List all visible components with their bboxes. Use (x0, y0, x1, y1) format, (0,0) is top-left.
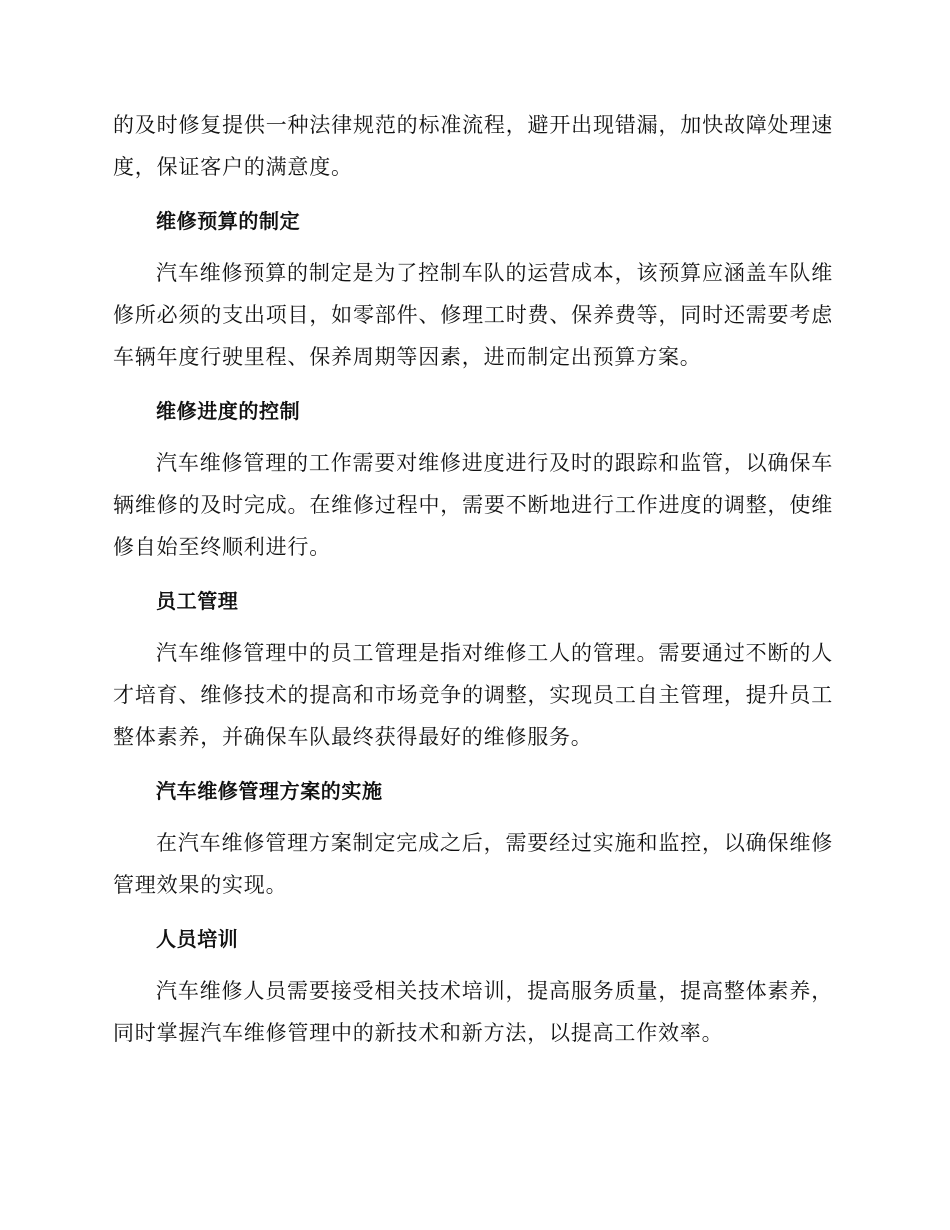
section-body-progress: 汽车维修管理的工作需要对维修进度进行及时的跟踪和监管，以确保车辆维修的及时完成。在维修过程中，需要不断地进行工作进度的调整，使维修自始至终顺利进行。 (113, 451, 833, 559)
section-heading-implementation: 汽车维修管理方案的实施 (156, 779, 383, 803)
spacer (113, 622, 833, 632)
spacer (113, 432, 833, 442)
spacer (113, 568, 833, 580)
section-body-implementation: 在汽车维修管理方案制定完成之后，需要经过实施和监控，以确保维修管理效果的实现。 (113, 831, 833, 897)
intro-paragraph: 的及时修复提供一种法律规范的标准流程，避开出现错漏，加快故障处理速度，保证客户的满意度。 (113, 113, 833, 179)
spacer (113, 960, 833, 970)
spacer (113, 812, 833, 822)
section-heading-training: 人员培训 (156, 927, 239, 951)
section-heading-progress: 维修进度的控制 (156, 399, 301, 423)
spacer (113, 188, 833, 200)
spacer (113, 242, 833, 252)
document-body (113, 104, 833, 1054)
spacer (113, 758, 833, 770)
section-body-budget: 汽车维修预算的制定是为了控制车队的运营成本，该预算应涵盖车队维修所必须的支出项目，如零部件、修理工时费、保养费等，同时还需要考虑车辆年度行驶里程、保养周期等因素，进而制定出预算方案。 (113, 261, 833, 369)
section-body-staff: 汽车维修管理中的员工管理是指对维修工人的管理。需要通过不断的人才培育、维修技术的提高和市场竞争的调整，实现员工自主管理，提升员工整体素养，并确保车队最终获得最好的维修服务。 (113, 641, 833, 749)
section-heading-budget: 维修预算的制定 (156, 209, 301, 233)
section-heading-staff: 员工管理 (156, 589, 239, 613)
section-body-training: 汽车维修人员需要接受相关技术培训，提高服务质量，提高整体素养，同时掌握汽车维修管理中的新技术和新方法，以提高工作效率。 (113, 979, 833, 1045)
spacer (113, 906, 833, 918)
spacer (113, 378, 833, 390)
